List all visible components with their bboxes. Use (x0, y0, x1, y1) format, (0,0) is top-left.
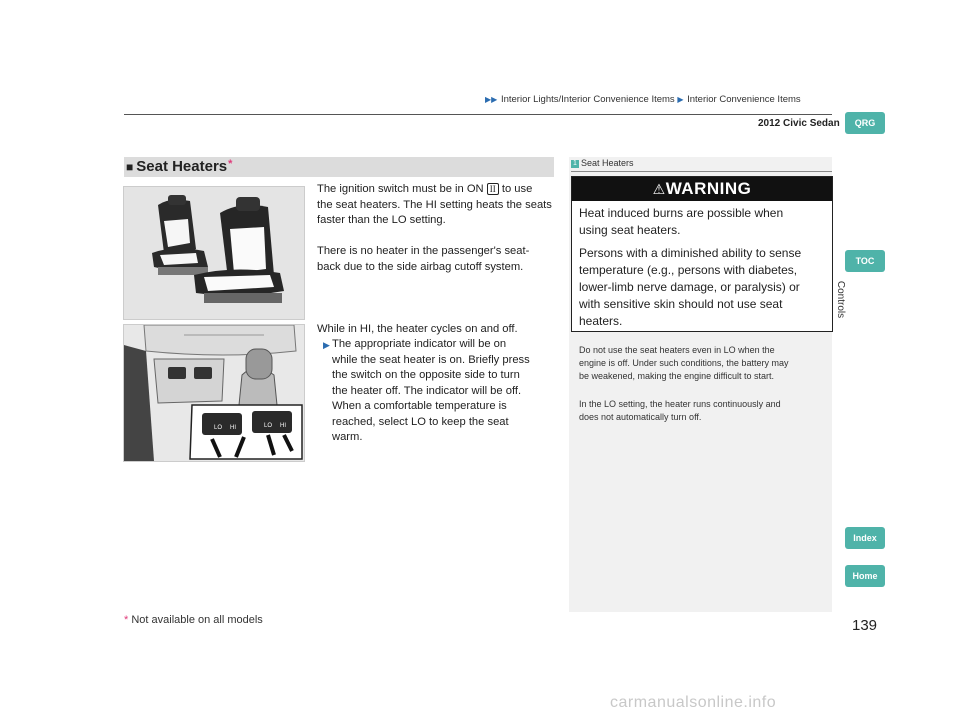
footnote (124, 614, 263, 626)
warning-header (572, 177, 832, 201)
text-line: Persons with a diminished ability to sense (579, 246, 802, 260)
seat-illustration (123, 186, 305, 320)
warning-label: WARNING (665, 179, 752, 198)
footnote-text: Not available on all models (128, 614, 263, 626)
home-button[interactable]: Home (845, 565, 885, 587)
console-switch-illustration (123, 324, 305, 462)
text-line: The appropriate indicator will be on (332, 338, 507, 350)
page-number: 139 (852, 617, 878, 634)
text-line: heaters. (579, 314, 623, 328)
index-button[interactable]: Index (845, 527, 885, 549)
text-line: to use (498, 183, 533, 195)
text-line: There is no heater in the passenger's seat- (317, 245, 530, 257)
text-line: temperature (e.g., persons with diabetes, (579, 263, 798, 277)
side-tab-label: Controls (835, 280, 847, 319)
text-line: lower-limb nerve damage, or paralysis) or (579, 280, 800, 294)
bullet-arrow-icon: ▶ (323, 340, 330, 350)
section-square-icon: ■ (126, 160, 134, 174)
warning-text-1 (579, 205, 827, 239)
text-line: the switch on the opposite side to turn (332, 369, 520, 381)
paragraph-passenger (317, 244, 529, 275)
reference-number-icon: 1 (571, 160, 579, 168)
footnote-marker[interactable]: * (228, 158, 233, 170)
breadcrumb (485, 94, 801, 105)
section-title (126, 158, 232, 175)
warning-box (571, 176, 833, 332)
footnote-marker: * (124, 614, 129, 626)
switch-label-hi: HI (280, 423, 286, 429)
text-line: When a comfortable temperature is (332, 400, 507, 412)
toc-button[interactable]: TOC (845, 250, 885, 272)
seat-icon (124, 187, 304, 319)
breadcrumb-arrow-icon: ▶▶ (485, 95, 498, 104)
text-line: faster than the LO setting. (317, 214, 446, 226)
sidebar-divider (571, 171, 832, 172)
breadcrumb-arrow-icon: ▶ (677, 95, 684, 104)
side-tab-controls[interactable] (835, 272, 858, 332)
ignition-key-icon: II (487, 183, 499, 195)
header-divider (124, 114, 832, 115)
breadcrumb-current: Interior Convenience Items (687, 94, 801, 105)
text-line: be weakened, making the engine difficult to start. (579, 371, 774, 381)
paragraph-ignition (317, 182, 552, 229)
sidebar-note-engine-off (579, 344, 834, 383)
text-line: In the LO setting, the heater runs continuously and (579, 399, 781, 409)
text-line: while the seat heater is on. Briefly press (332, 353, 530, 366)
switch-label-lo: LO (214, 425, 223, 431)
model-title: 2012 Civic Sedan (758, 118, 840, 129)
section-title-text: Seat Heaters (136, 158, 228, 175)
switch-label-lo: LO (264, 423, 273, 429)
warning-text-2 (579, 245, 827, 330)
text-line: reached, select LO to keep the seat (332, 415, 509, 428)
text-line: The ignition switch must be in ON (317, 183, 487, 195)
text-line: the heater off. The indicator will be off. (332, 384, 522, 397)
text-line: engine is off. Under such conditions, the battery may (579, 358, 789, 368)
text-line: the seat heaters. The HI setting heats the seats (317, 198, 552, 211)
text-line: using seat heaters. (579, 223, 681, 237)
warning-triangle-icon: ⚠ (652, 181, 666, 197)
qrg-button[interactable]: QRG (845, 112, 885, 134)
switch-label-hi: HI (230, 425, 236, 431)
text-line: warm. (332, 431, 363, 443)
sidebar-note-lo-setting (579, 398, 834, 424)
text-line: does not automatically turn off. (579, 412, 702, 422)
paragraph-indicator (323, 337, 530, 446)
text-line: While in HI, the heater cycles on and off. (317, 323, 518, 335)
text-line: with sensitive skin should not use seat (579, 297, 783, 311)
paragraph-hi-cycle (317, 322, 518, 338)
text-line: Heat induced burns are possible when (579, 206, 784, 220)
console-icon (124, 325, 304, 461)
sidebar-title: Seat Heaters (581, 158, 634, 168)
text-line: Do not use the seat heaters even in LO when the (579, 345, 775, 355)
watermark: carmanualsonline.info (610, 694, 777, 711)
sidebar-heading[interactable] (571, 158, 634, 168)
text-line: back due to the side airbag cutoff system. (317, 260, 524, 273)
breadcrumb-link-interior-lights[interactable]: Interior Lights/Interior Convenience Items (500, 94, 675, 105)
